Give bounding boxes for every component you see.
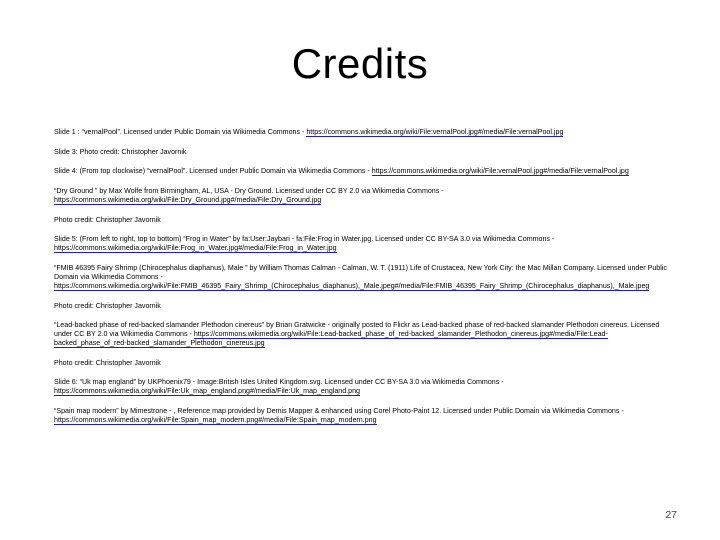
credit-text: Photo credit: Christopher Javornik [54,358,161,367]
credit-entry [54,148,669,157]
credit-link[interactable]: https://commons.wikimedia.org/wiki/File:vernalPool.jpg#/media/File:vernalPool.jpg [371,167,629,176]
credit-entry [54,235,669,253]
credit-entry [54,187,669,205]
credit-text: Slide 6: “Uk map england” by UKPhoenix79 - Image:British Isles United Kingdom.svg. Licensed under CC BY-SA 3.0 via Wikimedia Commons - [54,378,504,387]
credit-link[interactable]: https://commons.wikimedia.org/wiki/File:Frog_in_Water.jpg#/media/File:Frog_in_Water.jpg [54,244,337,253]
credit-text: Slide 4: (From top clockwise) “vernalPool”. Licensed under Public Domain via Wikimedia Commons - [54,167,372,176]
credit-entry [54,167,669,176]
credit-text: Photo credit: Christopher Javornik [54,301,161,310]
credit-text: Slide 1 : “vernalPool”. Licensed under Public Domain via Wikimedia Commons - [54,128,307,136]
page-number: 27 [665,509,677,521]
credit-text: Slide 5: (From left to right, top to bottom) “Frog in Water” by fa:User:Jaybari - fa:File:Frog in Water.jpg. Licensed under CC BY-SA 3.0 via Wikimedia Commons - [54,235,555,244]
credit-entry [54,321,669,348]
credit-text: Slide 3: Photo credit: Christopher Javornik [54,147,187,156]
credits-list [54,128,669,436]
credit-link[interactable]: https://commons.wikimedia.org/wiki/File:Spain_map_modern.png#/media/File:Spain_map_modern.png [54,415,377,424]
credit-entry [54,359,669,368]
credit-entry [54,378,669,396]
credit-entry [54,128,669,137]
credit-text: “Lead-backed phase of red-backed slamander Plethodon cinereus” by Brian Gratwicke - originally posted to Flickr as Lead-backed phase of red-backed slamander Plethodon cinereus. Licensed under CC BY 2.0 via Wikimedia Commons - [54,321,660,339]
credit-link[interactable]: https://commons.wikimedia.org/wiki/File:Lead-backed_phase_of_red-backed_slamander_Plethodon_cinereus.jpg#/media/File:Lead-backed_phase_of_red-backed_slamander_Plethodon_cinereus.jpg [54,330,608,348]
credit-text: “Spain map modern” by Mimestrone - , Reference map provided by Demis Mapper & enhanced using Corel Photo-Paint 12. Licensed under Public Domain via Wikimedia Commons - [54,407,624,416]
credit-text: “FMIB 46395 Fairy Shrimp (Chirocephalus diaphanus), Male ” by William Thomas Calman - Calman, W. T. (1911) Life of Crustacea, New York City: the Mac Millan Company. Licensed under Public Domain via Wikimedia Commons - [54,264,667,281]
credit-text: Photo credit: Christopher Javornik [54,215,161,224]
credit-entry [54,302,669,311]
credit-link[interactable]: https://commons.wikimedia.org/wiki/File:FMIB_46395_Fairy_Shrimp_(Chirocephalus_diaphanus),_Male.jpeg#/media/File:FMIB_46395_Fairy_Shrimp_(Chirocephalus_diaphanus),_Male.jpeg [54,281,650,290]
credit-entry [54,407,669,425]
slide-title: Credits [291,40,429,87]
credit-entry [54,216,669,225]
credit-link[interactable]: https://commons.wikimedia.org/wiki/File:Uk_map_england.png#/media/File:Uk_map_england.png [54,387,360,396]
credit-link[interactable]: https://commons.wikimedia.org/wiki/File:Dry_Ground.jpg#/media/File:Dry_Ground.jpg [54,196,322,205]
credit-entry [54,264,669,291]
credit-text: “Dry Ground ” by Max Wolfe from Birmingham, AL, USA - Dry Ground. Licensed under CC BY 2.0 via Wikimedia Commons - [54,187,444,196]
credit-link[interactable]: https://commons.wikimedia.org/wiki/File:vernalPool.jpg#/media/File:vernalPool.jpg [306,128,564,136]
